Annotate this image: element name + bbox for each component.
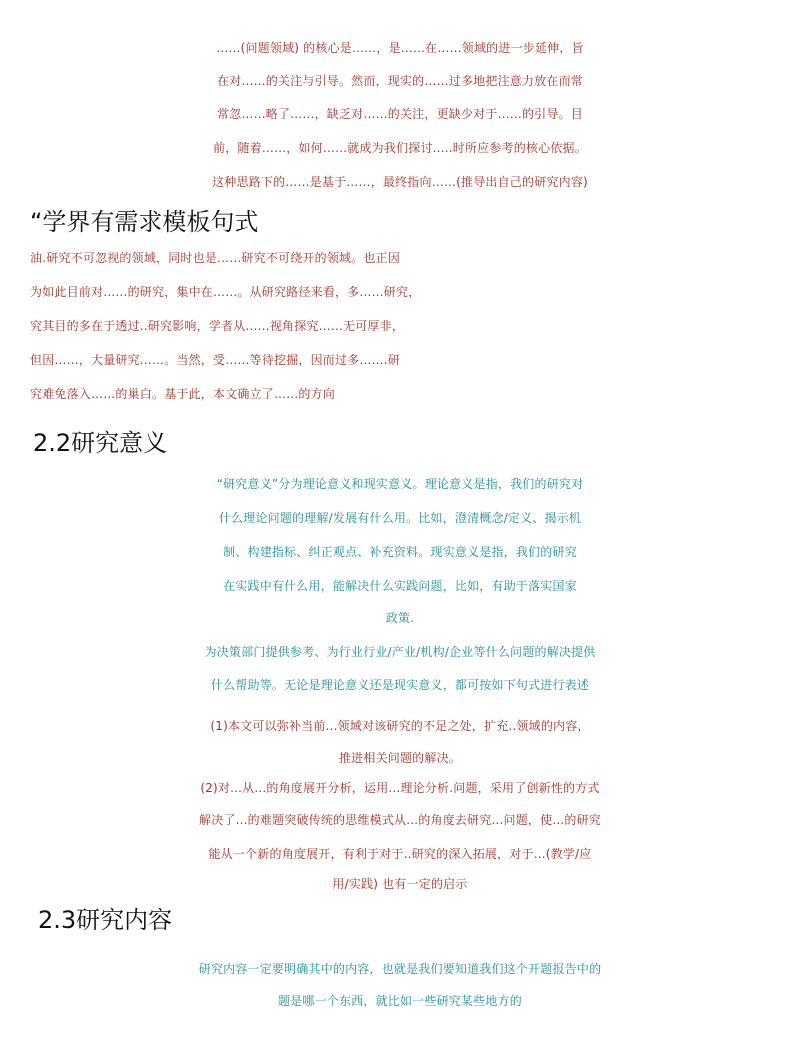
list-line-4: 解决了...的难题突破传统的思维模式从...的角度去研究...问题，使...的研究	[199, 813, 601, 827]
template-line-3: 究其目的多在于透过..研究影响，学者从……视角探究……无可厚非，	[30, 319, 405, 333]
list-line-2: 推进相关问题的解决。	[338, 751, 461, 765]
significance-line-5: 政策.	[385, 611, 415, 625]
template-line-5: 究难免落入……的巢白。基于此，本文确立了……的方向	[30, 387, 336, 401]
intro-line-2: 在对……的关注与引导。然而，现实的……过多地把注意力放在而常	[216, 74, 583, 88]
list-line-1: (1)本文可以弥补当前...领域对该研究的不足之处，扩充..领域的内容，	[210, 719, 590, 733]
intro-line-3: 常忽……略了……，缺乏对……的关注，更缺少对于……的引导。目	[216, 107, 583, 121]
intro-line-5: 这种思路下的……是基于……，最终指向……(推导出自己的研究内容)	[212, 175, 588, 189]
content-line-2: 题是哪一个东西，就比如一些研究某些地方的	[277, 994, 522, 1008]
template-heading: “学界有需求模板句式	[30, 208, 259, 236]
significance-line-4: 在实践中有什么用，能解决什么实践问题，比如，有助于落实国家	[223, 579, 577, 593]
significance-line-2: 什么理论问题的理解/发展有什么用。比如，澄清概念/定义、揭示机	[218, 511, 582, 525]
list-line-5: 能从一个新的角度展开，有利于对于..研究的深入拓展，对于...(教学/应	[208, 847, 592, 861]
template-line-4: 但因……，大量研究……。当然，受……等待挖掘，因而过多…….研	[30, 353, 401, 367]
significance-line-3: 制、构建指标、纠正观点、补充资料。现实意义是指，我们的研究	[223, 545, 577, 559]
template-line-1: 油.研究不可忽视的领域，同时也是……研究不可绕开的领域。也正因	[30, 251, 401, 265]
section-2-2-heading: 2.2研究意义	[33, 429, 168, 457]
intro-line-4: 前，随着……，如何……就成为我们探讨.....时所应参考的核心依据。	[213, 141, 587, 155]
significance-line-7: 什么帮助等。无论是理论意义还是现实意义，都可按如下句式进行表述	[210, 678, 590, 692]
content-line-1: 研究内容一定要明确其中的内容，也就是我们要知道我们这个开题报告中的	[198, 962, 602, 976]
template-line-2: 为如此目前对……的研究，集中在……。从研究路径来看，多……研究，	[30, 285, 421, 299]
significance-line-6: 为决策部门提供参考、为行业行业/产业/机构/企业等什么问题的解决提供	[204, 645, 596, 659]
list-line-3: (2)对...从...的角度展开分析，运用...理论分析.问题，采用了创新性的方式	[200, 781, 600, 795]
list-line-6: 用/实践) 也有一定的启示	[332, 877, 468, 891]
section-2-3-heading: 2.3研究内容	[38, 906, 173, 934]
significance-line-1: “研究意义”分为理论意义和现实意义。理论意义是指，我们的研究对	[216, 477, 584, 491]
intro-line-1: ……(问题领域) 的核心是……，是……在……领域的进一步延伸，旨	[216, 41, 584, 55]
